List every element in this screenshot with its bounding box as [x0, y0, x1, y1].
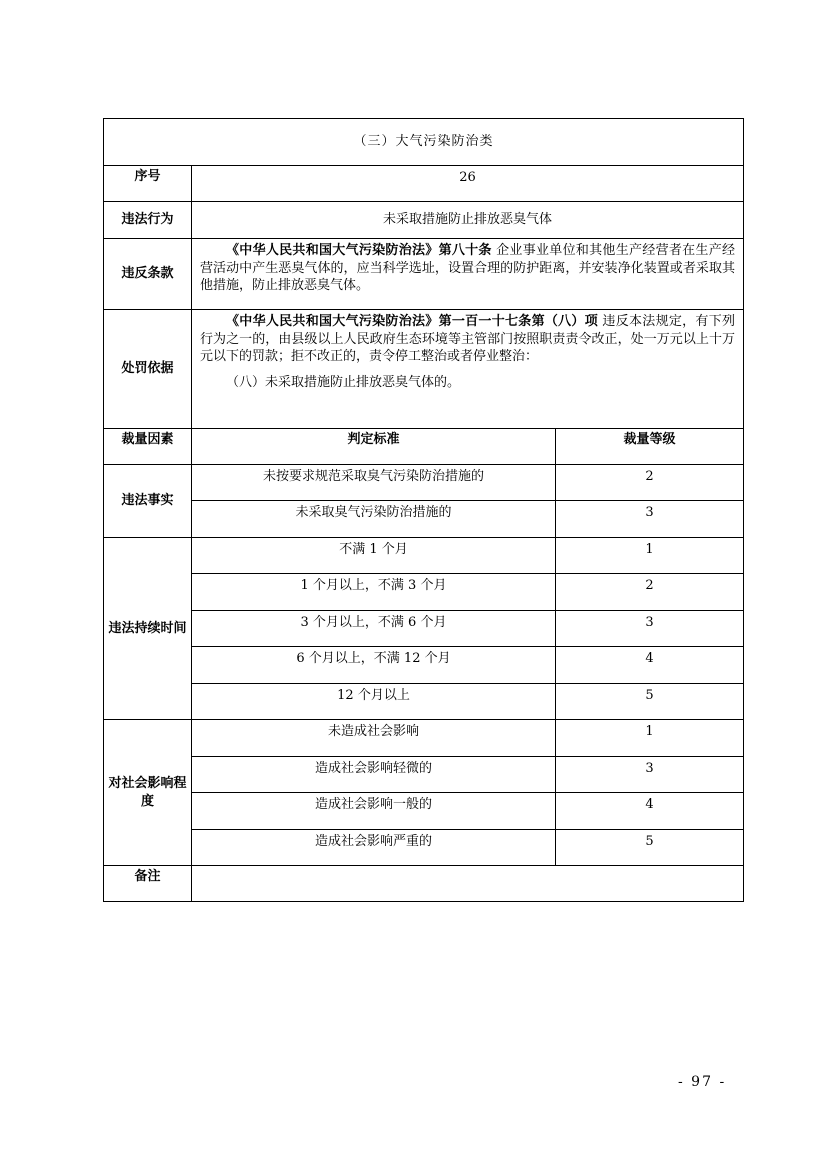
duration-criteria: 12 个月以上 — [192, 684, 556, 720]
clause-cell — [192, 239, 744, 310]
header-level: 裁量等级 — [556, 429, 744, 465]
duration-level: 3 — [556, 611, 744, 647]
duration-label: 违法持续时间 — [104, 538, 192, 720]
table-row — [104, 720, 744, 757]
behavior-label: 违法行为 — [104, 202, 192, 239]
duration-criteria: 3 个月以上，不满 6 个月 — [192, 611, 556, 647]
table-row — [104, 501, 744, 538]
table-row — [104, 647, 744, 684]
table-row — [104, 684, 744, 720]
impact-level: 3 — [556, 757, 744, 793]
impact-level: 5 — [556, 830, 744, 866]
table-row — [104, 757, 744, 793]
duration-criteria: 1 个月以上，不满 3 个月 — [192, 574, 556, 611]
facts-label: 违法事实 — [104, 465, 192, 538]
clause-law: 《中华人民共和国大气污染防治法》第八十条 — [226, 243, 492, 258]
clause-label: 违反条款 — [104, 239, 192, 310]
impact-level: 4 — [556, 793, 744, 830]
header-criteria: 判定标准 — [192, 429, 556, 465]
duration-level: 4 — [556, 647, 744, 684]
impact-criteria: 造成社会影响严重的 — [192, 830, 556, 866]
table-title: （三）大气污染防治类 — [104, 119, 744, 166]
behavior-value: 未采取措施防止排放恶臭气体 — [192, 202, 744, 239]
penalty-discretion-table — [103, 118, 744, 902]
page-number: - 97 - — [678, 1074, 727, 1090]
table-row — [104, 830, 744, 866]
table-row — [104, 538, 744, 574]
table-row — [104, 574, 744, 611]
impact-label: 对社会影响程度 — [104, 720, 192, 866]
duration-criteria: 不满 1 个月 — [192, 538, 556, 574]
header-factor: 裁量因素 — [104, 429, 192, 465]
penalty-text: 违反本法规定，有下列行为之一的，由县级以上人民政府生态环境等主管部门按照职责责令改正，处一万元以上十万元以下的罚款；拒不改正的，责令停工整治或者停业整治： — [200, 314, 736, 365]
impact-criteria: 未造成社会影响 — [192, 720, 556, 757]
duration-level: 2 — [556, 574, 744, 611]
clause-text: 企业事业单位和其他生产经营者在生产经营活动中产生恶臭气体的，应当科学选址，设置合理的防护距离，并安装净化装置或者采取其他措施，防止排放恶臭气体。 — [200, 243, 736, 294]
table-row — [104, 793, 744, 830]
facts-level: 3 — [556, 501, 744, 538]
facts-level: 2 — [556, 465, 744, 501]
duration-level: 1 — [556, 538, 744, 574]
serial-label: 序号 — [104, 166, 192, 202]
facts-criteria: 未采取臭气污染防治措施的 — [192, 501, 556, 538]
facts-criteria: 未按要求规范采取臭气污染防治措施的 — [192, 465, 556, 501]
penalty-cell — [192, 310, 744, 429]
impact-level: 1 — [556, 720, 744, 757]
duration-criteria: 6 个月以上，不满 12 个月 — [192, 647, 556, 684]
penalty-item: （八）未采取措施防止排放恶臭气体的。 — [226, 374, 461, 390]
impact-criteria: 造成社会影响一般的 — [192, 793, 556, 830]
penalty-label: 处罚依据 — [104, 310, 192, 429]
duration-level: 5 — [556, 684, 744, 720]
serial-value: 26 — [192, 166, 744, 202]
table-row — [104, 465, 744, 501]
remarks-value — [192, 866, 744, 902]
table-row — [104, 611, 744, 647]
remarks-label: 备注 — [104, 866, 192, 902]
penalty-law: 《中华人民共和国大气污染防治法》第一百一十七条第（八）项 — [226, 314, 599, 329]
impact-criteria: 造成社会影响轻微的 — [192, 757, 556, 793]
